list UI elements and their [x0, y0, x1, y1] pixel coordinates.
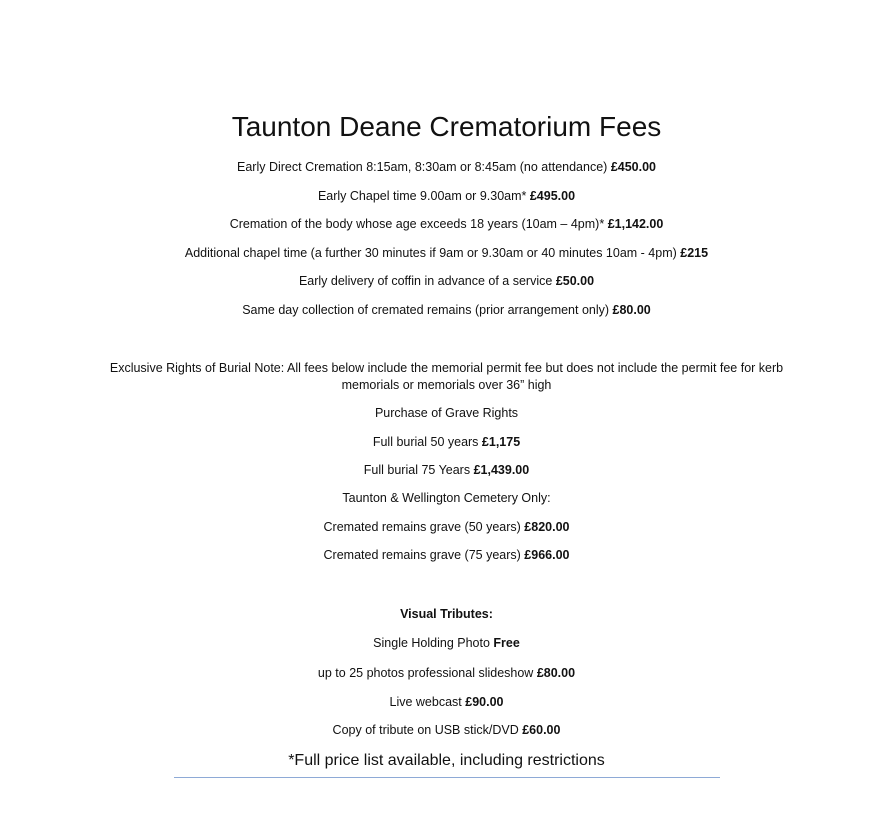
fee-price: £60.00: [522, 723, 561, 737]
fee-line-early-coffin-delivery: [0, 273, 893, 290]
fee-line-adult-cremation: [0, 216, 893, 233]
fee-label: Additional chapel time (a further 30 minutes if 9am or 9.30am or 40 minutes 10am - 4pm): [184, 246, 677, 260]
fee-price: £1,142.00: [607, 217, 664, 231]
fee-line-same-day-collection: [0, 302, 893, 319]
fee-price: £450.00: [610, 160, 656, 174]
fee-line-live-webcast: [0, 694, 893, 711]
fee-label: Full burial 50 years: [372, 435, 479, 449]
fee-line-single-holding-photo: [0, 635, 893, 652]
page-title: Taunton Deane Crematorium Fees: [231, 111, 662, 142]
fee-label: Single Holding Photo: [373, 636, 490, 650]
fee-line-early-chapel-time: [0, 188, 893, 205]
fee-line-full-burial-75: [0, 462, 893, 479]
fee-price: £820.00: [524, 520, 570, 534]
fee-price: £966.00: [524, 548, 570, 562]
fee-label: Cremated remains grave (50 years): [323, 520, 521, 534]
fee-price: £50.00: [555, 274, 595, 288]
fee-line-cremated-remains-50: [0, 519, 893, 536]
fee-price: £1,439.00: [473, 463, 530, 477]
fee-price: £215: [680, 246, 709, 260]
fee-label: Cremation of the body whose age exceeds 18 years (10am – 4pm)*: [229, 217, 605, 231]
divider-line: [174, 777, 720, 778]
fee-price: £80.00: [612, 303, 651, 317]
fee-line-full-burial-50: [0, 434, 893, 451]
visual-tributes-heading: [0, 606, 893, 623]
fee-line-usb-copy: [0, 722, 893, 739]
fee-label: Early Direct Cremation 8:15am, 8:30am or 8:45am (no attendance): [237, 160, 608, 174]
fee-label: Same day collection of cremated remains (prior arrangement only): [242, 303, 610, 317]
fee-line-cremated-remains-75: [0, 547, 893, 564]
fee-label: Live webcast: [389, 695, 462, 709]
fee-label: Early delivery of coffin in advance of a service: [298, 274, 553, 288]
fee-label: up to 25 photos professional slideshow: [317, 666, 534, 680]
section-heading: Visual Tributes:: [400, 607, 493, 621]
fee-line-additional-chapel-time: [0, 245, 893, 262]
fee-price: Free: [493, 636, 520, 650]
fee-price: £90.00: [465, 695, 504, 709]
fee-label: Full burial 75 Years: [363, 463, 471, 477]
cemetery-heading: Taunton & Wellington Cemetery Only:: [342, 491, 551, 505]
fee-line-early-direct-cremation: [0, 159, 893, 176]
fee-label: Cremated remains grave (75 years): [323, 548, 521, 562]
grave-rights-heading: Purchase of Grave Rights: [374, 406, 519, 420]
fee-price: £495.00: [529, 189, 576, 203]
burial-note: Exclusive Rights of Burial Note: All fees below include the memorial permit fee but does not include the permit fee for kerb memorials or memorials over 36” high: [109, 361, 784, 392]
fee-price: £1,175: [481, 435, 521, 449]
fee-line-slideshow: [0, 665, 893, 682]
fee-price: £80.00: [536, 666, 576, 680]
footer-note: *Full price list available, including restrictions: [288, 752, 605, 769]
fee-label: Copy of tribute on USB stick/DVD: [332, 723, 519, 737]
fee-label: Early Chapel time 9.00am or 9.30am*: [317, 189, 527, 203]
